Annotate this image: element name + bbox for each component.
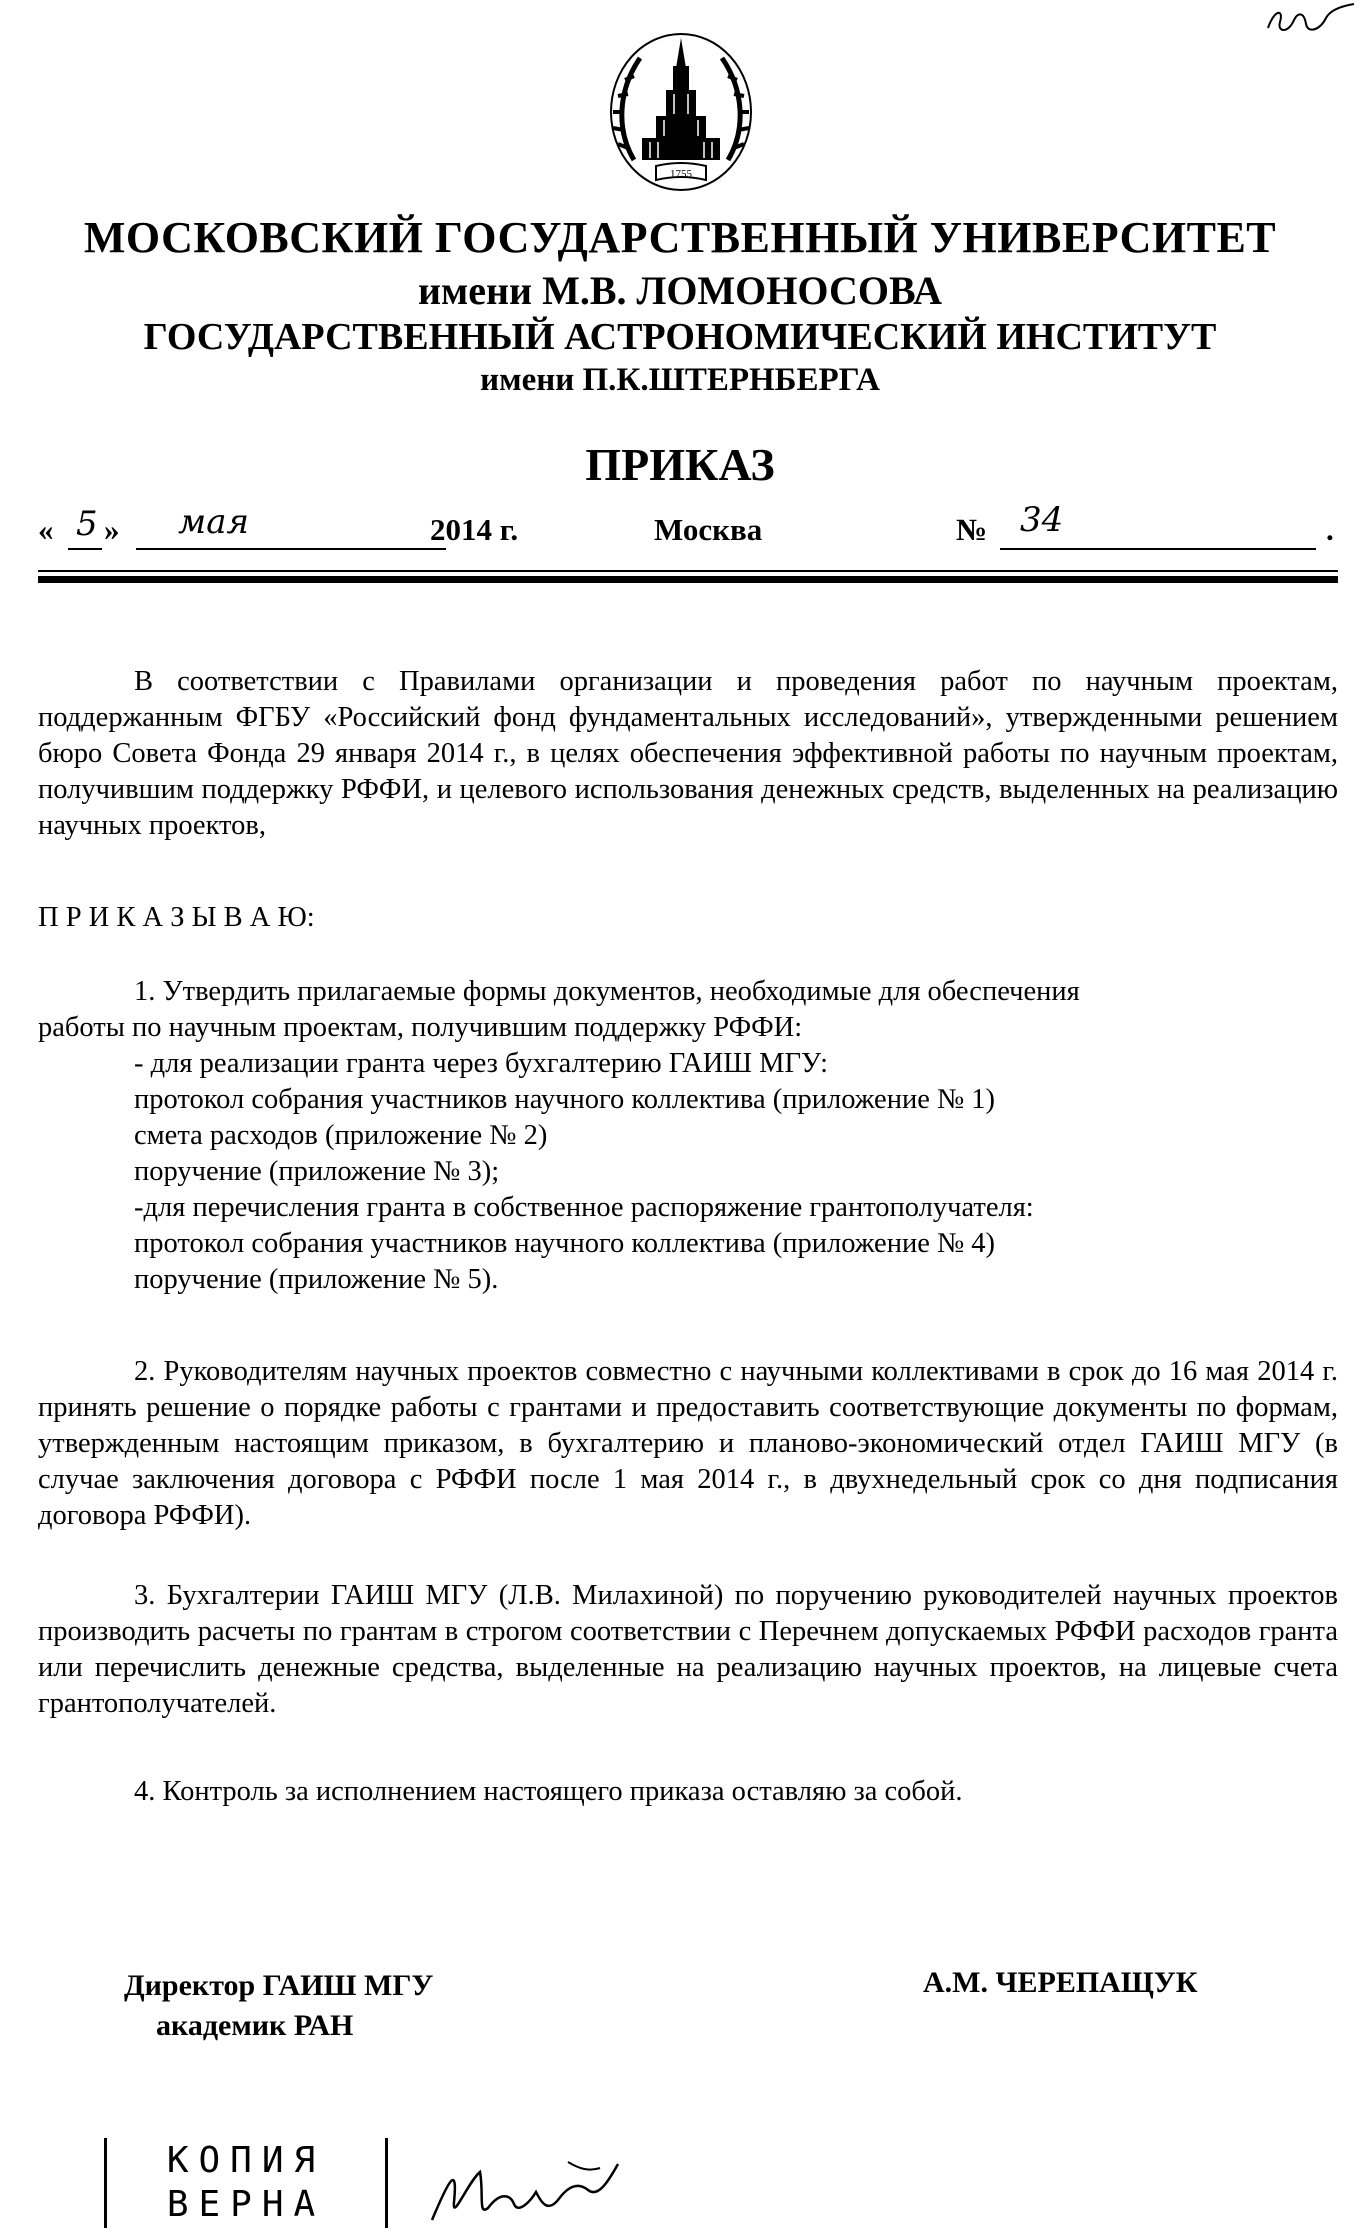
document-title: ПРИКАЗ	[585, 439, 775, 490]
date-day: 5	[76, 504, 98, 544]
university-name: МОСКОВСКИЙ ГОСУДАРСТВЕННЫЙ УНИВЕРСИТЕТ	[83, 213, 1277, 262]
order-word: П Р И К А З Ы В А Ю:	[38, 902, 315, 933]
date-year: 2014 г.	[430, 512, 519, 547]
corner-handwriting-mark	[1250, 0, 1360, 60]
institute-name: ГОСУДАРСТВЕННЫЙ АСТРОНОМИЧЕСКИЙ ИНСТИТУТ	[143, 316, 1217, 358]
item-1-sub-line: протокол собрания участников научного коллектива (приложение № 4)	[134, 1228, 996, 1259]
date-open-quote: «	[38, 512, 54, 547]
month-underline	[136, 548, 446, 550]
item-2-paragraph: 2. Руководителям научных проектов совместно с научными коллективами в срок до 16 мая 2014 г. принять решение о порядке работы с грантами и предоставить соответствующие документы по формам, утвержденным настоящим приказом, в бухгалтерию и планово-экономический отдел ГАИШ МГУ (в случае заключения договора с РФФИ после 1 мая 2014 г., в двухнедельный срок со дня подписания договора РФФИ).	[38, 1356, 1338, 1531]
msu-emblem-icon	[606, 30, 756, 200]
item-1-sub-line: протокол собрания участников научного коллектива (приложение № 1)	[134, 1084, 996, 1115]
day-underline	[68, 548, 102, 550]
header-rule-thin	[38, 570, 1338, 572]
stamp-line-1: КОПИЯ	[166, 2140, 326, 2181]
institute-name-dedication: имени П.К.ШТЕРНБЕРГА	[480, 362, 880, 398]
handwritten-signature	[418, 2142, 628, 2232]
order-number: 34	[1020, 500, 1064, 540]
item-1-sub-line: поручение (приложение № 3);	[134, 1156, 500, 1187]
preamble-paragraph: В соответствии с Правилами организации и проведения работ по научным проектам, поддержанным ФГБУ «Российский фонд фундаментальных исследований», утвержденными решением бюро Совета Фонда 29 января 2014 г., в целях обеспечения эффективной работы по научным проектам, получившим поддержку РФФИ, и целевого использования денежных средств, выделенных на реализацию научных проектов,	[38, 666, 1338, 841]
signatory-position-line-1: Директор ГАИШ МГУ	[124, 1969, 434, 2002]
dateline	[38, 500, 1338, 558]
signatory-name: А.М. ЧЕРЕПАЩУК	[923, 1966, 1198, 1999]
item-1-line-2: работы по научным проектам, получившим поддержку РФФИ:	[38, 1012, 803, 1043]
date-month: мая	[178, 502, 249, 542]
item-4-paragraph: 4. Контроль за исполнением настоящего приказа оставляю за собой.	[134, 1776, 963, 1807]
item-1-sub-line: поручение (приложение № 5).	[134, 1264, 499, 1295]
city: Москва	[654, 512, 763, 547]
header-rule-thick	[38, 576, 1338, 583]
item-3-paragraph: 3. Бухгалтерии ГАИШ МГУ (Л.В. Милахиной) по поручению руководителей научных проектов производить расчеты по грантам в строгом соответствии с Перечнем допускаемых РФФИ расходов гранта или перечислить денежные средства, выделенные на реализацию научных проектов, на лицевые счета грантополучателей.	[38, 1580, 1338, 1719]
date-close-quote: »	[104, 512, 120, 547]
number-underline	[1000, 548, 1316, 550]
copy-certified-stamp	[104, 2138, 388, 2228]
order-number-label: №	[956, 512, 988, 547]
item-1-sub-line: смета расходов (приложение № 2)	[134, 1120, 548, 1151]
item-1-sub-line: -для перечисления гранта в собственное распоряжение грантополучателя:	[134, 1192, 1034, 1223]
university-name-dedication: имени М.В. ЛОМОНОСОВА	[417, 268, 943, 313]
item-1-sub-line: - для реализации гранта через бухгалтерию ГАИШ МГУ:	[134, 1048, 829, 1079]
stamp-line-2: ВЕРНА	[166, 2184, 326, 2225]
signatory-position	[124, 1966, 433, 2046]
dateline-end: .	[1326, 512, 1334, 547]
item-1	[38, 974, 1338, 1298]
emblem-year: 1755	[670, 168, 692, 180]
signatory-position-line-2: академик РАН	[156, 2009, 354, 2042]
item-1-line-1: 1. Утвердить прилагаемые формы документов, необходимые для обеспечения	[134, 976, 1080, 1007]
